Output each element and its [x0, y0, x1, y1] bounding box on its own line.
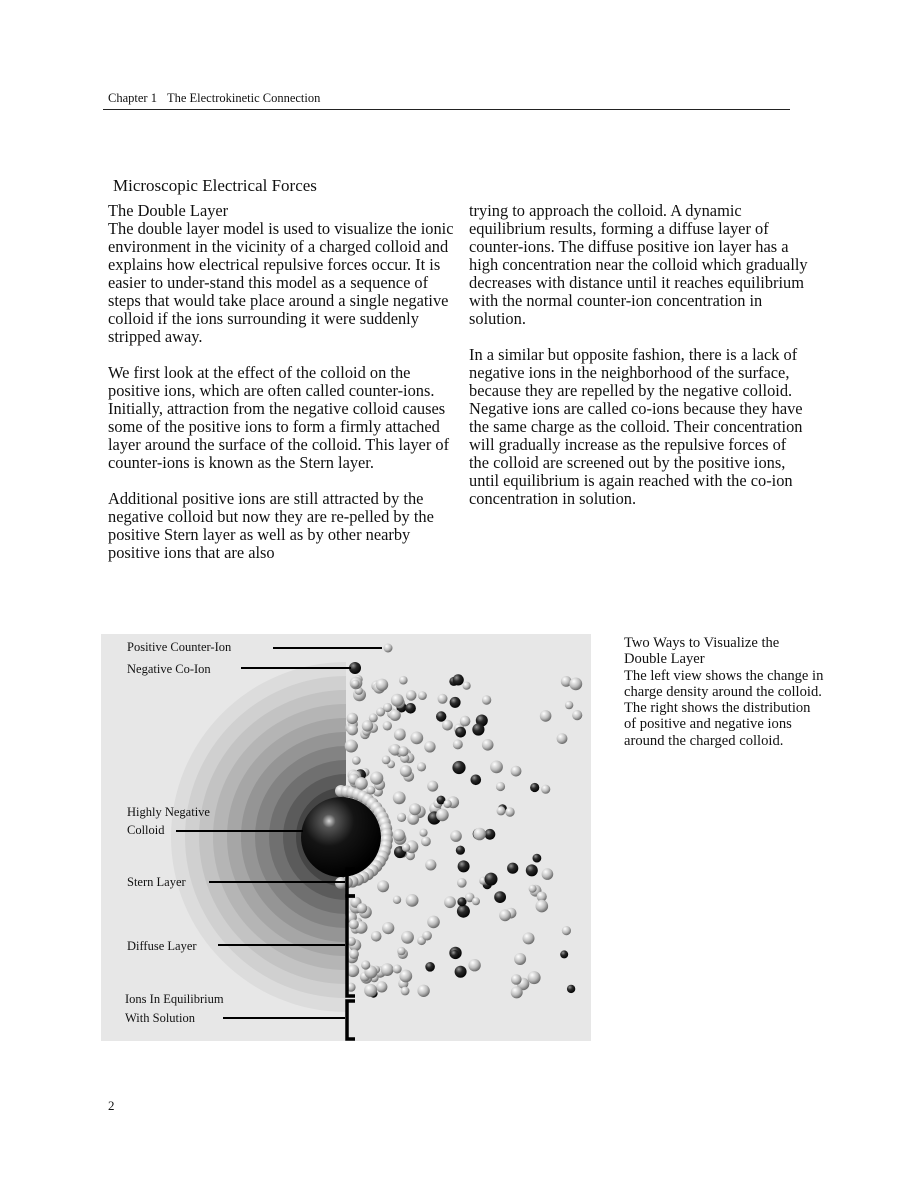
positive-ion	[381, 963, 394, 976]
positive-ion	[347, 713, 358, 724]
positive-ion	[427, 781, 438, 792]
positive-ion	[490, 761, 503, 774]
caption-title: Two Ways to Visualize the Double Layer	[624, 635, 780, 668]
positive-ion	[468, 959, 480, 971]
positive-ion	[397, 947, 405, 955]
positive-ion	[347, 724, 358, 735]
negative-ion	[436, 711, 446, 721]
positive-ion	[389, 710, 400, 721]
positive-ion	[401, 987, 410, 996]
label-negative-co-ion: Negative Co-Ion	[127, 662, 211, 676]
negative-ion	[526, 864, 538, 876]
positive-ion	[460, 716, 471, 727]
positive-ion	[352, 756, 361, 765]
positive-ion	[453, 739, 463, 749]
label-ions-in-equilibrium: Ions In Equilibrium	[125, 992, 224, 1006]
positive-ion	[497, 806, 506, 815]
positive-ion	[417, 985, 429, 997]
positive-ion	[438, 694, 448, 704]
positive-ion	[419, 829, 427, 837]
positive-ion	[376, 981, 387, 992]
label-highly-negative: Highly Negative	[127, 805, 210, 819]
positive-ion	[505, 807, 514, 816]
positive-ion	[393, 791, 406, 804]
negative-ion	[455, 966, 467, 978]
positive-ion	[427, 916, 440, 929]
positive-ion	[362, 720, 373, 731]
positive-ion	[371, 931, 382, 942]
positive-ion	[406, 894, 419, 907]
positive-ion	[496, 782, 505, 791]
positive-ion	[463, 682, 471, 690]
running-header	[108, 91, 320, 106]
positive-ion	[349, 919, 359, 929]
negative-ion	[405, 703, 416, 714]
negative-ion	[485, 829, 496, 840]
negative-ion	[455, 727, 466, 738]
positive-ion	[357, 903, 367, 913]
double-layer-figure	[101, 634, 591, 1041]
colloid-sphere	[301, 797, 381, 877]
chapter-number: Chapter 1	[108, 91, 157, 105]
negative-ion	[567, 985, 575, 993]
positive-ion	[367, 786, 376, 795]
label-diffuse-layer: Diffuse Layer	[127, 939, 197, 953]
positive-ion	[425, 859, 436, 870]
section-title: Microscopic Electrical Forces	[113, 176, 317, 195]
positive-ion	[529, 885, 537, 893]
negative-ion	[425, 962, 435, 972]
positive-ion	[393, 829, 405, 841]
label-colloid: Colloid	[127, 823, 165, 837]
negative-ion	[494, 891, 506, 903]
negative-ion	[458, 860, 470, 872]
positive-ion	[401, 931, 414, 944]
positive-ion	[421, 837, 431, 847]
positive-ion	[436, 809, 449, 822]
positive-ion	[572, 710, 582, 720]
negative-ion	[450, 950, 459, 959]
positive-ion	[384, 644, 393, 653]
positive-ion	[511, 974, 522, 985]
positive-ion	[422, 931, 432, 941]
label-positive-counter-ion: Positive Counter-Ion	[127, 640, 232, 654]
positive-ion	[542, 868, 554, 880]
left-paragraph-1	[108, 202, 456, 346]
positive-ion	[528, 971, 541, 984]
positive-ion	[565, 701, 573, 709]
positive-ion	[442, 720, 453, 731]
left-column	[108, 202, 456, 580]
positive-ion	[482, 739, 494, 751]
positive-ion	[511, 766, 522, 777]
negative-ion	[560, 950, 568, 958]
negative-ion	[452, 761, 465, 774]
positive-ion	[450, 830, 462, 842]
positive-ion	[351, 680, 359, 688]
positive-ion	[355, 777, 368, 790]
positive-ion	[400, 765, 412, 777]
positive-ion	[393, 896, 401, 904]
label-stern-layer: Stern Layer	[127, 875, 186, 889]
positive-ion	[557, 733, 568, 744]
positive-ion	[370, 772, 383, 785]
positive-ion	[394, 729, 406, 741]
positive-ion	[569, 678, 582, 691]
positive-ion	[523, 932, 535, 944]
negative-ion	[472, 723, 484, 735]
positive-ion	[473, 828, 486, 841]
positive-ion	[418, 691, 427, 700]
positive-ion	[393, 965, 402, 974]
positive-ion	[383, 721, 392, 730]
positive-ion	[406, 690, 417, 701]
positive-ion	[443, 800, 451, 808]
header-rule	[103, 109, 790, 110]
left-paragraph-1-text: The double layer model is used to visualize the ionic environment in the vicinity of a charged colloid and explains how electrical repulsive forces occur. It is easier to under-stand this model as a sequence of steps that would take place around a single negative colloid if the ions surrounding it were suddenly stripped away.	[108, 219, 454, 346]
positive-ion	[472, 897, 480, 905]
negative-ion	[457, 905, 470, 918]
subheading: The Double Layer	[108, 201, 229, 220]
right-paragraph-1: trying to approach the colloid. A dynamic equilibrium results, forming a diffuse layer of counter-ions. The diffuse positive ion layer has a high concentration near the colloid which gradually decreases with distance until it reaches equilibrium with the normal counter-ion concentration in solution.	[469, 201, 808, 328]
positive-ion	[391, 694, 404, 707]
positive-ion	[398, 746, 408, 756]
positive-ion	[514, 953, 526, 965]
positive-ion	[482, 695, 491, 704]
positive-ion	[540, 710, 552, 722]
positive-ion	[382, 922, 394, 934]
positive-ion	[376, 708, 385, 717]
right-column	[469, 202, 809, 526]
positive-ion	[361, 960, 370, 969]
negative-ion	[533, 854, 542, 863]
positive-ion	[397, 813, 406, 822]
negative-ion	[485, 873, 498, 886]
left-paragraph-3: Additional positive ions are still attracted by the negative colloid but now they are re-pelled by the positive Stern layer as well as by other nearby positive ions that are also	[108, 489, 434, 562]
negative-ion	[450, 697, 461, 708]
figure-caption	[624, 635, 824, 749]
positive-ion	[399, 970, 412, 983]
negative-ion	[453, 674, 464, 685]
positive-ion	[417, 762, 426, 771]
positive-ion	[349, 949, 359, 959]
right-paragraph-2: In a similar but opposite fashion, there is a lack of negative ions in the neighborhood of the surface, because they are repelled by the negative colloid. Negative ions are called co-ions because they have the same charge as the colloid. Their concentration will gradually increase as the repulsive forces of the colloid are screened out by the positive ions, until equilibrium is again reached with the co-ion concentration in solution.	[469, 345, 803, 508]
positive-ion	[444, 896, 456, 908]
negative-ion	[471, 775, 482, 786]
positive-ion	[511, 986, 523, 998]
positive-ion	[536, 900, 549, 913]
label-with-solution: With Solution	[125, 1011, 195, 1025]
double-layer-illustration	[101, 634, 591, 1041]
positive-ion	[376, 679, 388, 691]
caption-text: The left view shows the change in charge density around the colloid. The right shows the distribution of positive and negative ions around the charged colloid.	[624, 667, 824, 749]
negative-ion	[530, 783, 539, 792]
positive-ion	[377, 880, 389, 892]
negative-ion	[507, 863, 518, 874]
positive-ion	[345, 740, 358, 753]
page-number: 2	[108, 1098, 115, 1113]
positive-ion	[402, 844, 410, 852]
positive-ion	[364, 984, 377, 997]
positive-ion	[410, 732, 423, 745]
positive-ion	[541, 785, 550, 794]
negative-ion	[456, 846, 465, 855]
positive-ion	[457, 878, 467, 888]
positive-ion	[409, 803, 421, 815]
positive-ion	[424, 741, 435, 752]
chapter-title: The Electrokinetic Connection	[166, 91, 321, 105]
positive-ion	[499, 909, 511, 921]
positive-ion	[399, 676, 408, 685]
positive-ion	[382, 756, 391, 765]
left-paragraph-2: We first look at the effect of the colloid on the positive ions, which are often called counter-ions. Initially, attraction from the negative colloid causes some of the positive ions to form a firmly attached layer around the surface of the colloid. This layer of counter-ions is known as the Stern layer.	[108, 363, 450, 472]
positive-ion	[562, 926, 571, 935]
